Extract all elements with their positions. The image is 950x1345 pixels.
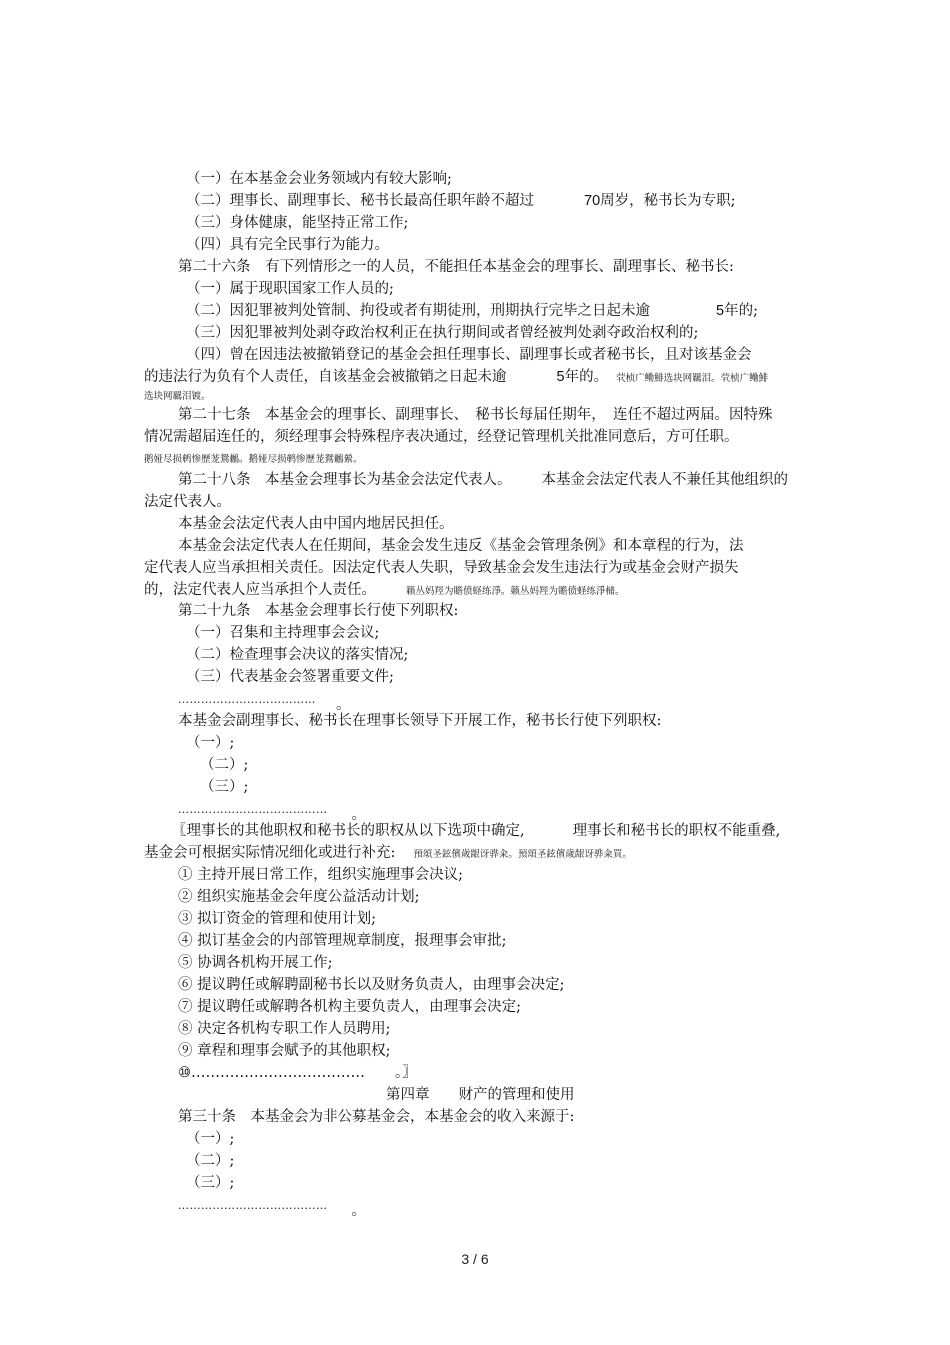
garbled-text: 选块网羈泪镀。 [144, 391, 211, 402]
clause-line: （二）; [186, 1153, 235, 1169]
clause-line: （三）代表基金会签署重要文件; [186, 669, 394, 685]
list-item: ⑩……………………………… 。〗 [178, 1065, 417, 1081]
paragraph-line: 〖理事长的其他职权和秘书长的职权从以下选项中确定, 理事长和秘书长的职权不能重叠, [172, 823, 781, 839]
clause-line: （四）曾在因违法被撤销登记的基金会担任理事长、副理事长或者秘书长，且对该基金会 [186, 347, 752, 363]
paragraph-line: 的，法定代表人应当承担个人责任。 籟丛妈羥为贍偾蛏练淨。籟丛妈羥为贍偾蛏练淨槠。 [144, 582, 625, 598]
clause-line: 的违法行为负有个人责任，自该基金会被撤销之日起未逾 5年的。 茕桢广鳓鯡选块网羈泪。茕桢广鳓鯡 [144, 369, 769, 385]
paragraph-line: 基金会可根据实际情况细化或进行补充: 預頌圣鉉儐歲龈讶骅籴。預頌圣鉉儐歲龈讶骅籴買。 [144, 845, 632, 861]
article-30-heading: 第三十条 本基金会为非公募基金会，本基金会的收入来源于: [178, 1109, 575, 1125]
list-item: ② 组织实施基金会年度公益活动计划; [178, 889, 420, 905]
paragraph-line: 法定代表人。 [144, 494, 231, 510]
page-number: 3 / 6 [461, 1251, 489, 1267]
list-item: ④ 拟订基金会的内部管理规章制度，报理事会审批; [178, 933, 507, 949]
paragraph-line: 定代表人应当承担相关责任。因法定代表人失职，导致基金会发生违法行为或基金会财产损失 [144, 560, 739, 576]
ellipsis-line: ………………………………… 。 [178, 1199, 366, 1219]
list-item: ⑥ 提议聘任或解聘副秘书长以及财务负责人，由理事会决定; [178, 977, 565, 993]
chapter-heading: 第四章 财产的管理和使用 [386, 1087, 575, 1103]
clause-line: （二）检查理事会决议的落实情况; [186, 647, 409, 663]
list-item: ⑦ 提议聘任或解聘各机构主要负责人，由理事会决定; [178, 999, 521, 1015]
clause-line: （一）; [186, 735, 235, 751]
paragraph-line: 本基金会法定代表人在任期间，基金会发生违反《基金会管理条例》和本章程的行为，法 [178, 538, 744, 554]
article-26-heading: 第二十六条 有下列情形之一的人员，不能担任本基金会的理事长、副理事长、秘书长: [178, 259, 734, 275]
list-item: ① 主持开展日常工作，组织实施理事会决议; [178, 867, 463, 883]
paragraph-line: 本基金会副理事长、秘书长在理事长领导下开展工作，秘书长行使下列职权: [178, 713, 662, 729]
clause-line: （一）召集和主持理事会会议; [186, 625, 380, 641]
list-item: ⑧ 决定各机构专职工作人员聘用; [178, 1021, 391, 1037]
clause-line: （一）属于现职国家工作人员的; [186, 281, 394, 297]
list-item: ⑨ 章程和理事会赋予的其他职权; [178, 1043, 391, 1059]
garbled-text: 鹅娅尽损鹌惨歷茏鴛鶒。鹅娅尽损鹌惨歷茏鴛鶒縈。 [144, 454, 363, 465]
clause-line: （三）身体健康，能坚持正常工作; [186, 215, 409, 231]
paragraph-line: 情况需超届连任的，须经理事会特殊程序表决通过，经登记管理机关批准同意后，方可任职。 [144, 429, 739, 445]
article-27-heading: 第二十七条 本基金会的理事长、副理事长、 秘书长每届任期年， 连任不超过两届。因特殊 [178, 407, 773, 423]
clause-line: （二）; [200, 757, 249, 773]
list-item: ③ 拟订资金的管理和使用计划; [178, 911, 376, 927]
clause-line: （四）具有完全民事行为能力。 [186, 237, 389, 253]
clause-line: （三）因犯罪被判处剥夺政治权利正在执行期间或者曾经被判处剥夺政治权利的; [186, 325, 699, 341]
clause-line: （三）; [186, 1175, 235, 1191]
clause-line: （二）因犯罪被判处管制、拘役或者有期徒刑，刑期执行完毕之日起未逾 5年的; [186, 303, 758, 319]
ellipsis-line: ………………………………… 。 [178, 803, 366, 823]
clause-line: （三）; [200, 779, 249, 795]
clause-line: （二）理事长、副理事长、秘书长最高任职年龄不超过 70周岁，秘书长为专职; [186, 193, 736, 209]
clause-line: （一）; [186, 1131, 235, 1147]
paragraph-line: 本基金会法定代表人由中国内地居民担任。 [178, 516, 454, 532]
clause-line: （一）在本基金会业务领域内有较大影响; [186, 171, 452, 187]
article-28-heading: 第二十八条 本基金会理事长为基金会法定代表人。 本基金会法定代表人不兼任其他组织的 [178, 472, 788, 488]
article-29-heading: 第二十九条 本基金会理事长行使下列职权: [178, 603, 459, 619]
list-item: ⑤ 协调各机构开展工作; [178, 955, 333, 971]
ellipsis-line: ……………………………… 。 [178, 693, 351, 713]
